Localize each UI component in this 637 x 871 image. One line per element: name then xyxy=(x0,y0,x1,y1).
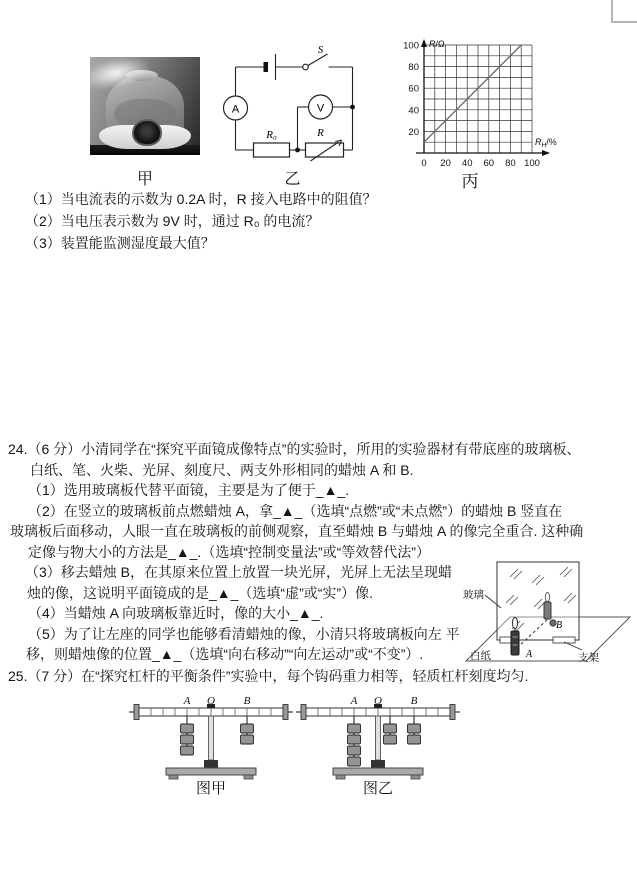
candle-a-label: A xyxy=(526,649,533,660)
svg-text:40: 40 xyxy=(408,105,419,117)
q24-line: 24.（6 分）小清同学在“探究平面镜成像特点”的实验时，所用的实验器材有带底座的玻璃板、 xyxy=(8,441,581,457)
svg-text:60: 60 xyxy=(483,158,495,169)
humidifier-dial xyxy=(132,119,162,146)
svg-text:A: A xyxy=(183,695,191,707)
flame xyxy=(512,618,517,629)
battery-short-plate xyxy=(264,62,269,72)
humidifier-photo xyxy=(90,57,200,155)
caption-lever-jia: 图甲 xyxy=(195,780,226,797)
switch-terminal xyxy=(303,64,309,70)
voltmeter-label: V xyxy=(316,102,325,115)
q24-line: 移，则蜡烛像的位置_▲_（选填“向右移动”“向左运动”或“不变”）. xyxy=(26,646,424,662)
ammeter-label: A xyxy=(231,103,240,116)
q24-line: （1）选用玻璃板代替平面镜，主要是为了便于_▲_. xyxy=(28,482,350,498)
flame-outline xyxy=(545,592,549,601)
svg-text:80: 80 xyxy=(505,158,516,169)
svg-text:40: 40 xyxy=(461,158,473,169)
svg-text:100: 100 xyxy=(403,40,419,52)
question-23-parts xyxy=(25,188,377,254)
svg-text:0: 0 xyxy=(421,158,427,169)
q24-line: （4）当蜡烛 A 向玻璃板靠近时，像的大小_▲_. xyxy=(28,605,324,621)
q24-line: 烛的像，这说明平面镜成的是_▲_（选填“虚”或“实”）像. xyxy=(27,584,373,601)
paper-label: 白纸 xyxy=(470,650,491,662)
svg-text:A: A xyxy=(350,695,358,707)
svg-text:O: O xyxy=(207,695,215,707)
svg-text:60: 60 xyxy=(408,83,419,95)
svg-text:20: 20 xyxy=(440,158,451,169)
caption-jia: 甲 xyxy=(136,171,153,188)
lever-figure-yi xyxy=(292,694,464,782)
q23-item-3: （3）装置能监测湿度最大值？ xyxy=(25,235,215,251)
caption-lever-yi: 图乙 xyxy=(362,780,393,797)
lever-figure-jia xyxy=(125,694,297,782)
switch-label: S xyxy=(317,45,324,56)
svg-text:100: 100 xyxy=(524,158,540,169)
circuit-diagram xyxy=(215,45,370,167)
svg-text:20: 20 xyxy=(408,126,419,138)
rheostat-r-label: R xyxy=(317,127,324,139)
mirror-experiment-figure xyxy=(460,555,637,670)
svg-text:RH/%: $R_H/\%$ xyxy=(535,137,557,149)
question-25: 25.（7 分）在“探究杠杆的平衡条件”实验中，每个钩码重力相等，轻质杠杆刻度均匀. xyxy=(8,668,529,684)
q24-line: （3）移去蜡烛 B，在其原来位置上放置一块光屏，光屏上无法呈现蜡 xyxy=(25,564,453,580)
svg-text:B: B xyxy=(410,695,418,707)
svg-text:R/Ω: R/Ω xyxy=(429,39,445,49)
q24-line: 白纸、笔、火柴、光屏、刻度尺、两支外形相同的蜡烛 A 和 B. xyxy=(30,461,414,478)
q24-line: 玻璃板后面移动，人眼一直在玻璃板的前侧观察，直至蜡烛 B 与蜡烛 A 的像完全重合. 这种确 xyxy=(10,523,584,539)
page-corner-mark xyxy=(611,0,613,22)
candle-a xyxy=(511,618,519,656)
q23-item-2: （2）当电压表示数为 9V 时，通过 R₀ 的电流？ xyxy=(25,213,320,229)
svg-text:O: O xyxy=(374,695,382,707)
svg-text:B: B xyxy=(243,695,251,707)
caption-bing: 丙 xyxy=(461,172,479,191)
q24-line: 定像与物大小的方法是_▲_.（选填“控制变量法”或“等效替代法”） xyxy=(28,543,430,560)
page-corner-mark xyxy=(611,21,637,23)
q24-line: （5）为了让左座的同学也能够看清蜡烛的像，小清只将玻璃板向左 平 xyxy=(28,625,460,642)
candle-b-label: B xyxy=(556,620,563,631)
svg-text:80: 80 xyxy=(408,62,419,74)
caption-yi: 乙 xyxy=(284,171,301,188)
rheostat-r xyxy=(306,143,344,157)
junction-dot xyxy=(350,105,355,110)
resistance-humidity-graph xyxy=(390,37,575,169)
resistor-r0-label: R₀ xyxy=(266,129,277,141)
resistor-r0 xyxy=(254,143,290,157)
glass-label: 玻璃 xyxy=(463,589,484,601)
q23-item-1: （1）当电流表的示数为 0.2A 时，R 接入电路中的阻值？ xyxy=(25,191,377,207)
stand-label: 支架 xyxy=(578,652,599,664)
q24-line: （2）在竖立的玻璃板前点燃蜡烛 A，拿_▲_（选填“点燃”或“未点燃”）的蜡烛 B 竖直在 xyxy=(28,502,563,519)
